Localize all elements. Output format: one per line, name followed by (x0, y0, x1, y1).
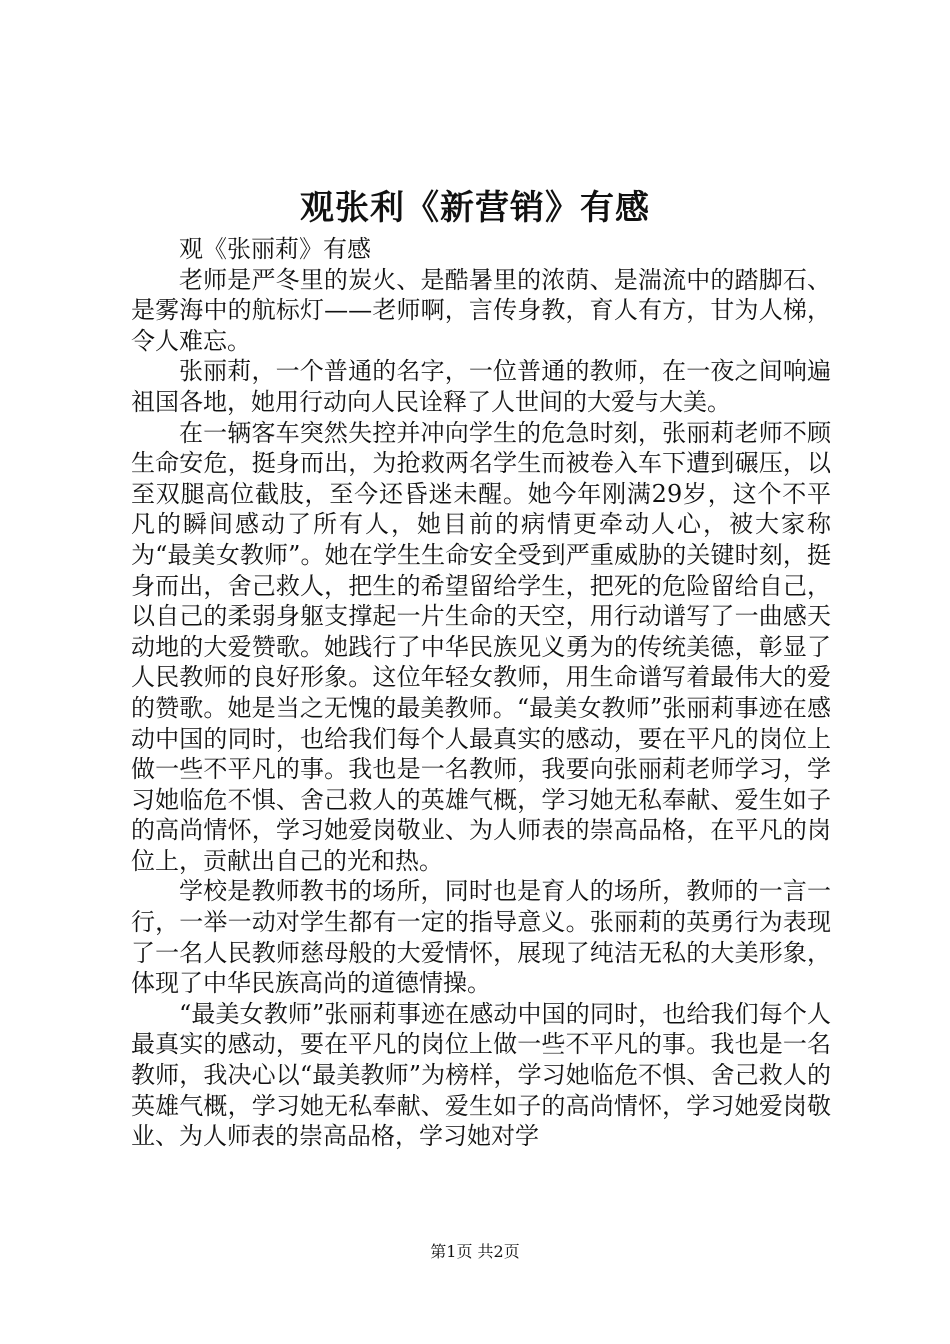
body-paragraph: 张丽莉，一个普通的名字，一位普通的教师，在一夜之间响遍祖国各地，她用行动向人民诠释了人世间的大爱与大美。 (131, 357, 831, 416)
body-paragraph: “最美女教师”张丽莉事迹在感动中国的同时，也给我们每个人最真实的感动，要在平凡的岗位上做一些不平凡的事。我也是一名教师，我决心以“最美教师”为榜样，学习她临危不惧、舍己救人的英雄气概，学习她无私奉献、爱生如子的高尚情怀，学习她爱岗敬业、为人师表的崇高品格，学习她对学 (131, 999, 831, 1151)
body-paragraph: 老师是严冬里的炭火、是酷暑里的浓荫、是湍流中的踏脚石、是雾海中的航标灯——老师啊，言传身教，育人有方，甘为人梯，令人难忘。 (131, 265, 831, 355)
page-number-footer: 第1页 共2页 (430, 1242, 520, 1261)
document-title: 观张利《新营销》有感 (300, 188, 650, 228)
document-body (131, 234, 831, 1152)
subtitle-paragraph: 观《张丽莉》有感 (179, 235, 371, 263)
body-paragraph: 在一辆客车突然失控并冲向学生的危急时刻，张丽莉老师不顾生命安危，挺身而出，为抢救两名学生而被卷入车下遭到碾压，以至双腿高位截肢，至今还昏迷未醒。她今年刚满29岁，这个不平凡的瞬间感动了所有人，她目前的病情更牵动人心，被大家称为“最美女教师”。她在学生生命安全受到严重威胁的关键时刻，挺身而出，舍己救人，把生的希望留给学生，把死的危险留给自己，以自己的柔弱身躯支撑起一片生命的天空，用行动谱写了一曲感天动地的大爱赞歌。她践行了中华民族见义勇为的传统美德，彰显了人民教师的良好形象。这位年轻女教师，用生命谱写着最伟大的爱的赞歌。她是当之无愧的最美教师。“最美女教师”张丽莉事迹在感动中国的同时，也给我们每个人最真实的感动，要在平凡的岗位上做一些不平凡的事。我也是一名教师，我要向张丽莉老师学习，学习她临危不惧、舍己救人的英雄气概，学习她无私奉献、爱生如子的高尚情怀，学习她爱岗敬业、为人师表的崇高品格，在平凡的岗位上，贡献出自己的光和热。 (131, 418, 831, 875)
body-paragraph: 学校是教师教书的场所，同时也是育人的场所，教师的一言一行，一举一动对学生都有一定的指导意义。张丽莉的英勇行为表现了一名人民教师慈母般的大爱情怀，展现了纯洁无私的大美形象，体现了中华民族高尚的道德情操。 (131, 877, 831, 998)
